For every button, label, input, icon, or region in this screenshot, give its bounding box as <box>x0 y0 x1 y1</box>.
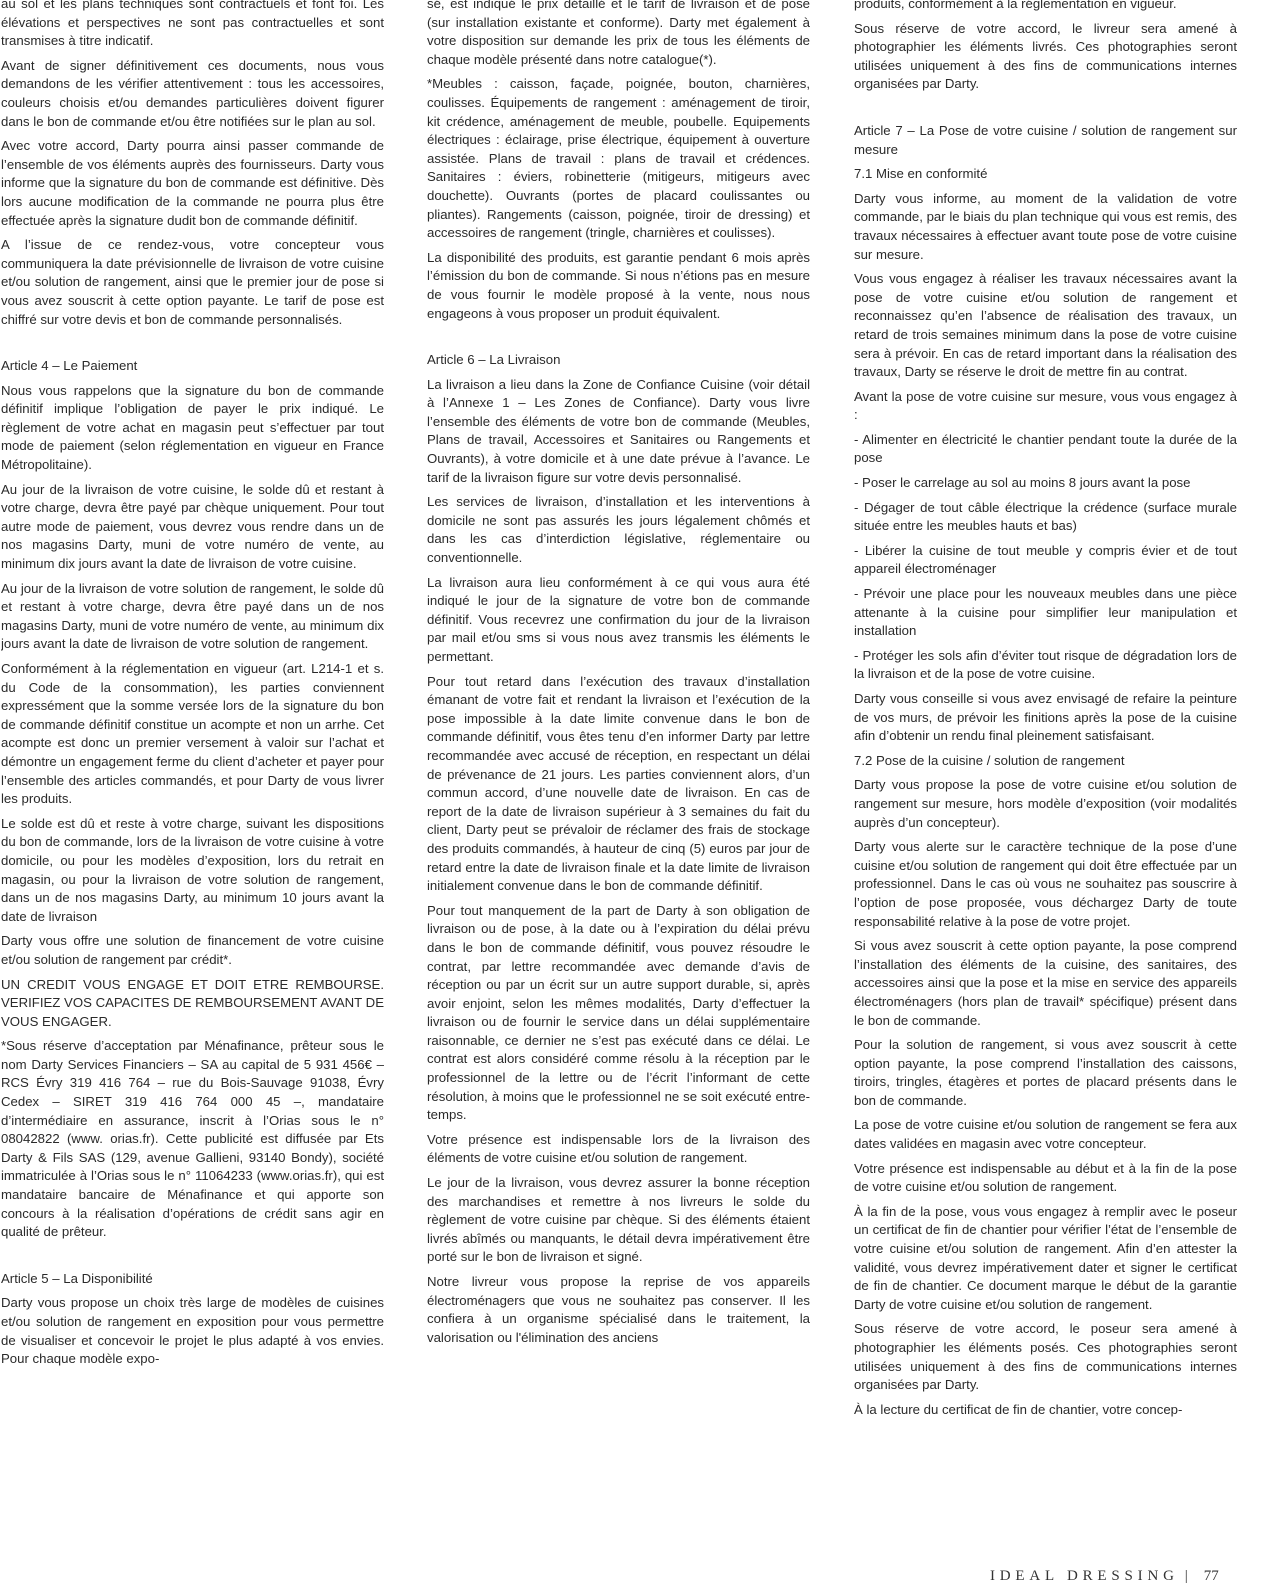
paragraph: Au jour de la livraison de votre cuisine, le solde dû et restant à votre charge, devra être payé par chèque uniquement. Pour tout autre mode de paiement, vous devrez vous rendre dans un de nos magasins Darty, muni de votre numéro de vente, au minimum dix jours avant la date de livraison de votre cuisine. <box>1 481 384 572</box>
paragraph: au sol et les plans techniques sont contractuels et font foi. Les élévations et perspectives ne sont pas contractuelles et sont transmises à titre indicatif. <box>1 0 384 49</box>
article-7-heading: Article 7 – La Pose de votre cuisine / solution de rangement sur mesure <box>854 122 1237 157</box>
paragraph: Pour la solution de rangement, si vous avez souscrit à cette option payante, la pose comprend l’installation des caissons, tiroirs, tringles, étagères et portes de placard présents dans le bon de commande. <box>854 1037 1237 1108</box>
article-6-heading: Article 6 – La Livraison <box>427 352 561 368</box>
paragraph: Votre présence est indispensable au début et à la fin de la pose de votre cuisine et/ou solution de rangement. <box>854 1160 1237 1195</box>
brand-name: IDEAL DRESSING <box>990 1568 1179 1584</box>
page-footer <box>990 1568 1272 1588</box>
paragraph: Nous vous rappelons que la signature du bon de commande définitif implique l’obligation de payer le prix indiqué. Le règlement de votre achat en magasin peut s’effectuer par tout mode de paiement (selon réglementation en vigueur en France Métropolitaine). <box>1 382 384 473</box>
paragraph: Darty vous propose un choix très large de modèles de cuisines et/ou solution de rangement en exposition pour vous permettre de visualiser et concevoir le projet le plus adapté à vos envies. Pour chaque modèle expo- <box>1 1295 384 1367</box>
credit-warning: UN CREDIT VOUS ENGAGE ET DOIT ETRE REMBOURSE. VERIFIEZ VOS CAPACITES DE REMBOURSEMENT AVANT DE VOUS ENGAGER. <box>1 976 384 1029</box>
paragraph: Sous réserve de votre accord, le poseur sera amené à photographier les éléments posés. Ces photographies seront utilisées uniquement à des fins de communications internes organisées par Darty. <box>854 1321 1237 1393</box>
paragraph: La livraison aura lieu conformément à ce qui vous aura été indiqué le jour de la signature de votre bon de commande définitif. Vous recevrez une confirmation du jour de la livraison par mail et/ou sms si vous nous avez transmis les éléments le permettant. <box>427 574 810 664</box>
catalogue-footnote: *Meubles : caisson, façade, poignée, bouton, charnières, coulisses. Équipements de rangement : aménagement de tiroir, kit crédence, aménagement de meuble, poubelle. Equipements électriques : éclairage, prise électrique, équipement à ouverture assistée. Plans de travail : plans de travail et crédences. Sanitaires : éviers, robinetterie (mitigeurs, mitigeurs avec douchette). Ouvrants (portes de placard coulissantes ou pliantes). Rangements (caisson, poignée, tiroir de dressing) et accessoires de rangement (tringle, charnières et coulisses). <box>427 76 810 241</box>
page-number: 77 <box>1203 1568 1219 1584</box>
column-left <box>1 0 384 1555</box>
paragraph: produits, conformément à la réglementation en vigueur. <box>854 0 1177 11</box>
paragraph: Conformément à la réglementation en vigueur (art. L214-1 et s. du Code de la consommation), les parties conviennent expressément que la somme versée lors de la signature du bon de commande définitif constitue un acompte et non un arrhe. Cet acompte est donc un premier versement à valoir sur l’achat et démontre un engagement ferme du client d’acheter et payer pour l’ensemble des articles commandés, et pour Darty de vous livrer les produits. <box>1 661 384 807</box>
article-5-heading: Article 5 – La Disponibilité <box>1 1270 153 1286</box>
paragraph: Darty vous conseille si vous avez envisagé de refaire la peinture de vos murs, de prévoir les finitions après la pose de la cuisine afin d’obtenir un rendu final pleinement satisfaisant. <box>854 691 1237 744</box>
paragraph: Darty vous propose la pose de votre cuisine et/ou solution de rangement sur mesure, hors modèle d’exposition (voir modalités auprès d’un concepteur). <box>854 777 1237 830</box>
paragraph: Les services de livraison, d’installation et les interventions à domicile ne sont pas assurés les jours légalement chômés et dans les cas d’interdiction législative, réglementaire ou conventionnelle. <box>427 494 810 566</box>
paragraph: Avant la pose de votre cuisine sur mesure, vous vous engagez à : <box>854 388 1237 423</box>
list-item: - Poser le carrelage au sol au moins 8 jours avant la pose <box>854 475 1191 491</box>
paragraph: Sous réserve de votre accord, le livreur sera amené à photographier les éléments livrés. Ces photographies seront utilisées uniquement à des fins de communications internes organisées par Darty. <box>854 20 1237 92</box>
section-7-2-heading: 7.2 Pose de la cuisine / solution de rangement <box>854 752 1125 768</box>
list-item: - Prévoir une place pour les nouveaux meubles dans une pièce attenante à la cuisine pour simplifier leur manipulation et installation <box>854 586 1237 639</box>
paragraph: Darty vous offre une solution de financement de votre cuisine et/ou solution de rangement par crédit*. <box>1 933 384 967</box>
paragraph: Avant de signer définitivement ces documents, nous vous demandons de les vérifier attentivement : tous les accessoires, couleurs choisis et/ou demandes particulières doivent figurer dans le bon de commande et/ou être notifiées sur le plan au sol. <box>1 57 384 129</box>
paragraph: Notre livreur vous propose la reprise de vos appareils électroménagers que vous ne souhaitez pas conserver. Il les confiera à un organisme spécialisé dans le traitement, la valorisation ou l'élimination des anciens <box>427 1274 810 1345</box>
paragraph: Le solde est dû et reste à votre charge, suivant les dispositions du bon de commande, lors de la livraison de votre cuisine à votre domicile, ou pour les modèles d’exposition, lors du retrait en magasin, ou pour la livraison de votre solution de rangement, dans un de nos magasins Darty, au minimum 10 jours avant la date de livraison <box>1 815 384 924</box>
column-right <box>854 0 1237 1555</box>
paragraph: Si vous avez souscrit à cette option payante, la pose comprend l’installation des éléments de la cuisine, des sanitaires, des accessoires ainsi que la pose et la mise en service des appareils électroménagers (hors plan de travail* spécifique) présent dans le bon de commande. <box>854 938 1237 1028</box>
paragraph: Darty vous informe, au moment de la validation de votre commande, par le biais du plan technique qui vous est remis, des travaux nécessaires à effectuer avant toute pose de votre cuisine sur mesure. <box>854 190 1237 262</box>
paragraph: Vous vous engagez à réaliser les travaux nécessaires avant la pose de votre cuisine et/ou solution de rangement et reconnaissez qu’en l’absence de réalisation des travaux, un retard de trois semaines minimum dans la pose de votre cuisine sera à prévoir. En cas de retard important dans la réalisation des travaux, Darty se réserve le droit de mettre fin au contrat. <box>854 271 1237 380</box>
paragraph: sé, est indiqué le prix détaillé et le tarif de livraison et de pose (sur installation existante et conforme). Darty met également à votre disposition sur demande les prix de tous les éléments de chaque modèle présenté dans notre catalogue(*). <box>427 0 810 67</box>
paragraph: Avec votre accord, Darty pourra ainsi passer commande de l’ensemble de vos éléments auprès des fournisseurs. Darty vous informe que la signature du bon de commande est définitive. Dès lors aucune modification de la commande ne pourra plus être effectuée après la signature dudit bon de commande définitif. <box>1 138 384 228</box>
paragraph: A l’issue de ce rendez-vous, votre concepteur vous communiquera la date prévisionnelle de livraison de votre cuisine et/ou solution de rangement, ainsi que le premier jour de pose si vous avez souscrit à cette option payante. Le tarif de pose est chiffré sur votre devis et bon de commande personnalisés. <box>1 237 384 327</box>
column-middle <box>427 0 810 1555</box>
paragraph: À la lecture du certificat de fin de chantier, votre concep- <box>854 1401 1183 1417</box>
paragraph: La livraison a lieu dans la Zone de Confiance Cuisine (voir détail à l’Annexe 1 – Les Zones de Confiance). Darty vous livre l’ensemble des éléments de votre bon de commande (Meubles, Plans de travail, Accessoires et Sanitaires ou Rangements et Ouvrants), à votre domicile et à une date prévue à l’avance. Le tarif de la livraison figure sur votre devis personnalisé. <box>427 376 810 485</box>
footer-separator: | <box>1184 1568 1188 1584</box>
section-7-1-heading: 7.1 Mise en conformité <box>854 166 988 182</box>
list-item: - Protéger les sols afin d’éviter tout risque de dégradation lors de la livraison et de la pose de votre cuisine. <box>854 647 1237 682</box>
paragraph: Pour tout retard dans l’exécution des travaux d’installation émanant de votre fait et rendant la livraison et l’exécution de la pose impossible à la date limite convenue dans le bon de commande définitif, vous êtes tenu d’en informer Darty par lettre recommandée avec accusé de réception, en respectant un délai de prévenance de 21 jours. Les parties conviennent alors, d’un commun accord, d’une nouvelle date de livraison. En cas de report de la date de livraison supérieur à 3 semaines du fait du client, Darty peut se prévaloir de réclamer des frais de stockage des produits commandés, à hauteur de cinq (5) euros par jour de retard entre la date de livraison finale et la date limite de livraison initialement convenue dans le bon de commande définitif. <box>427 673 810 894</box>
list-item: - Dégager de tout câble électrique la crédence (surface murale située entre les meubles hauts et bas) <box>854 499 1237 534</box>
paragraph: La pose de votre cuisine et/ou solution de rangement se fera aux dates validées en magasin avec votre concepteur. <box>854 1117 1237 1152</box>
credit-footnote: *Sous réserve d’acceptation par Ménafinance, prêteur sous le nom Darty Services Financiers – SA au capital de 5 931 456€ – RCS Évry 319 416 764 – rue du Bois-Sauvage 91038, Évry Cedex – SIRET 319 416 764 000 45 –, mandataire d’intermédiaire en assurance, inscrit à l’Orias sous le n° 08042822 (www. orias.fr). Cette publicité est diffusée par Ets Darty & Fils SAS (129, avenue Gallieni, 93140 Bondy), société immatriculée à l’Orias sous le n° 11064233 (www.orias.fr), qui est mandataire bancaire de Ménafinance et qui apporte son concours à la réalisation d’opérations de crédit sans agir en qualité de prêteur. <box>1 1038 384 1240</box>
list-item: - Libérer la cuisine de tout meuble y compris évier et de tout appareil électroménager <box>854 542 1237 577</box>
paragraph: Darty vous alerte sur le caractère technique de la pose d’une cuisine et/ou solution de rangement qui doit être effectuée par un professionnel. Dans le cas où vous ne souhaitez pas souscrire à l’option de pose proposée, vous déchargez Darty de toute responsabilité relative à la pose de votre projet. <box>854 839 1237 929</box>
paragraph: À la fin de la pose, vous vous engagez à remplir avec le poseur un certificat de fin de chantier pour vérifier l’état de l’ensemble de votre cuisine et/ou solution de rangement. Afin d’en attester la validité, vous devrez impérativement dater et signer le certificat de fin de chantier. Ce document marque le début de la garantie Darty de votre cuisine et/ou solution de rangement. <box>854 1203 1237 1312</box>
paragraph: Pour tout manquement de la part de Darty à son obligation de livraison ou de pose, à la date ou à l’expiration du délai prévu dans le bon de commande définitif, vous pouvez résoudre le contrat, par lettre recommandée avec demande d’avis de réception ou par un écrit sur un autre support durable, si, après avoir enjoint, selon les mêmes modalités, Darty d’effectuer la livraison ou de fournir le service dans un délai supplémentaire raisonnable, ce dernier ne s’est pas exécuté dans ce délai. Le contrat est alors considéré comme résolu à la réception par le professionnel de la lettre ou de l’écrit l’informant de cette résolution, à moins que le professionnel ne se soit exécuté entre-temps. <box>427 902 810 1123</box>
paragraph: La disponibilité des produits, est garantie pendant 6 mois après l’émission du bon de commande. Si nous n’étions pas en mesure de vous fournir le modèle proposé à la vente, nous nous engageons à vous proposer un produit équivalent. <box>427 249 810 321</box>
paragraph: Le jour de la livraison, vous devrez assurer la bonne réception des marchandises et remettre à nos livreurs le solde du règlement de votre cuisine par chèque. Si des éléments étaient livrés abîmés ou manquants, le détail devra impérativement être porté sur le bon de livraison et signé. <box>427 1175 810 1265</box>
paragraph: Au jour de la livraison de votre solution de rangement, le solde dû et restant à votre charge, devra être payé dans un de nos magasins Darty, muni de votre numéro de vente, au minimum dix jours avant la date de livraison de votre solution de rangement. <box>1 580 384 652</box>
article-4-heading: Article 4 – Le Paiement <box>1 358 138 374</box>
paragraph: Votre présence est indispensable lors de la livraison des éléments de votre cuisine et/ou solution de rangement. <box>427 1131 810 1166</box>
list-item: - Alimenter en électricité le chantier pendant toute la durée de la pose <box>854 431 1237 466</box>
